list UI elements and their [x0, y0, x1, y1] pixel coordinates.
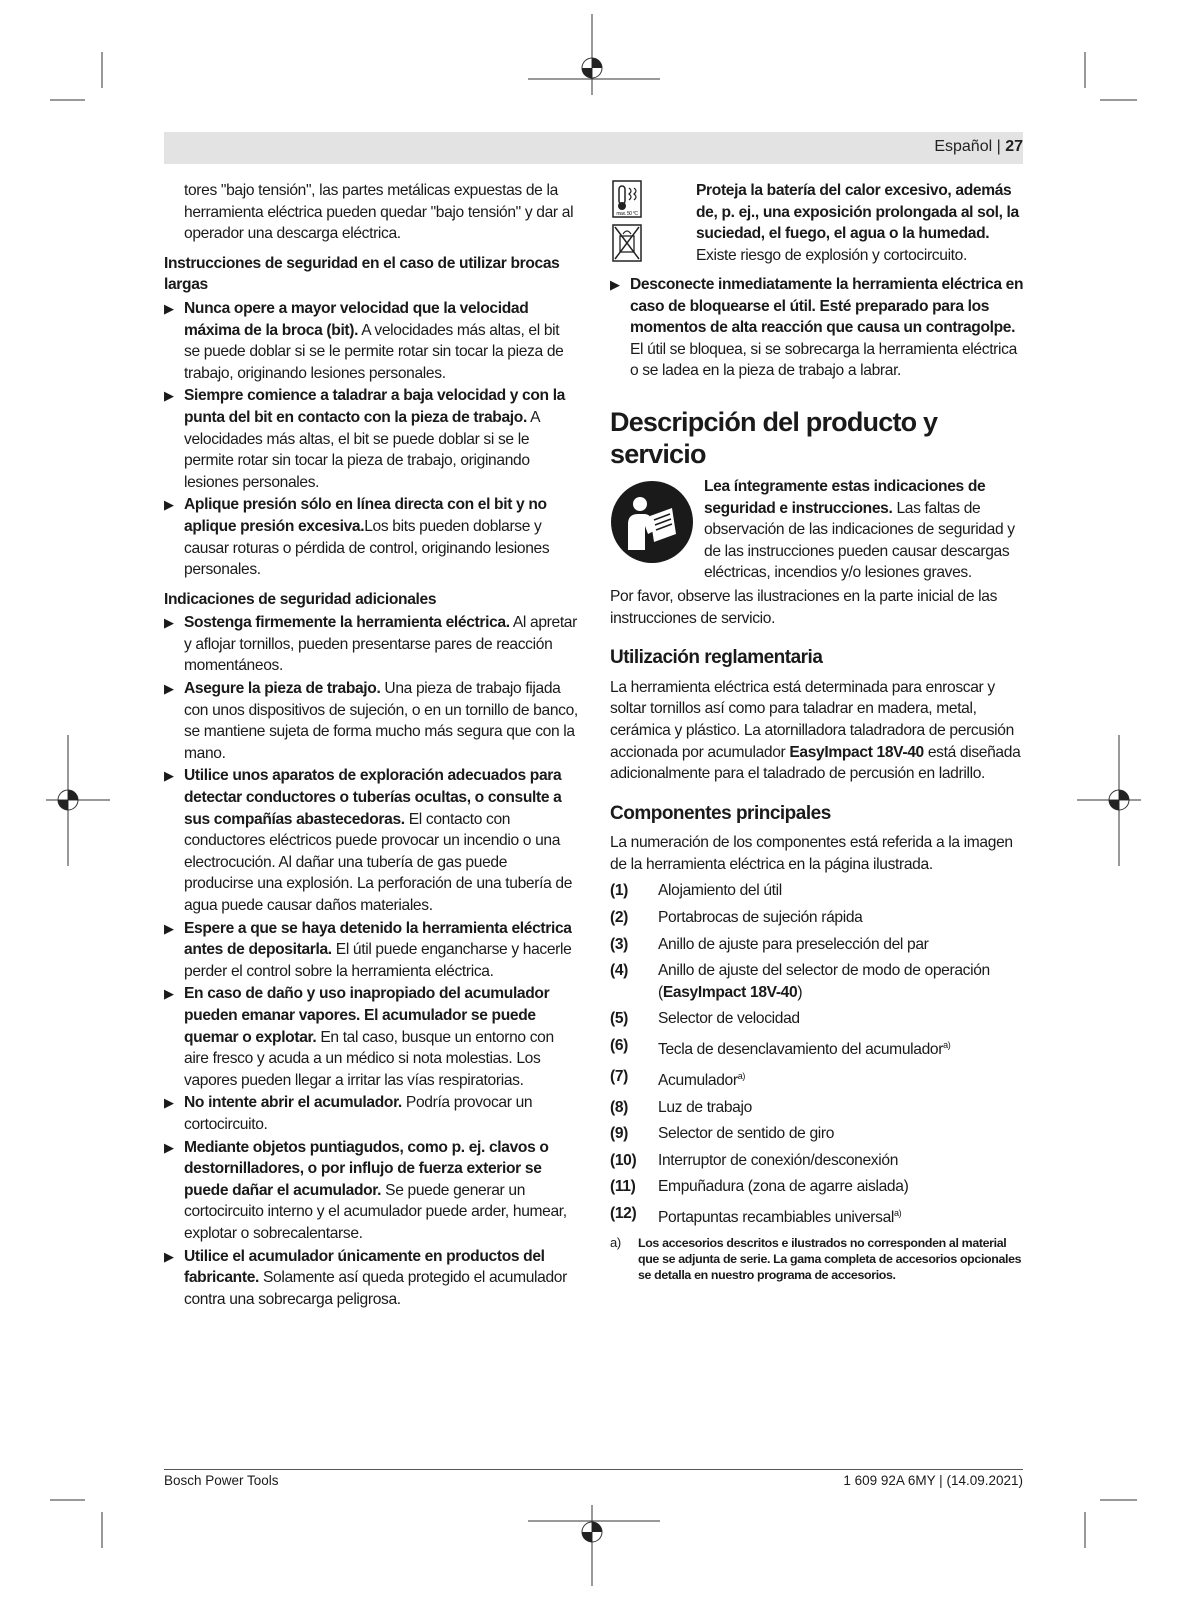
components-intro: La numeración de los componentes está referida a la imagen de la herramienta eléctrica en la página ilustrada. [610, 834, 1013, 873]
read-instructions-bold: Lea íntegramente estas indicaciones de seguridad e instrucciones. [704, 477, 986, 517]
bullet-item [164, 385, 579, 493]
component-footnote-ref: a) [894, 1207, 902, 1218]
header-band [164, 132, 1023, 164]
bullet-bold: Asegure la pieza de trabajo. [184, 680, 381, 698]
heat-icon-label: max. 50 °C [616, 211, 638, 217]
read-instructions-text: Las faltas de observación de las indicaciones de seguridad y de las instrucciones pueden causar descargas eléctricas, incendios y/o lesiones graves. [704, 499, 1015, 582]
component-text-wrap [658, 1176, 908, 1198]
battery-warning [610, 180, 1024, 268]
bullet-text: A velocidades más altas, el bit se puede doblar si se le permite rotar sin tocar la pieza de trabajo, originando lesiones personales. [184, 321, 564, 382]
bullet-bold: Siempre comience a taladrar a baja velocidad y con la punta del bit en contacto con la pieza de trabajo. [184, 387, 566, 426]
component-product-name: EasyImpact 18V-40 [662, 983, 798, 1001]
bullet-item [164, 983, 579, 1091]
component-label: Tecla de desenclavamiento del acumulador [658, 1041, 944, 1059]
right-column [610, 180, 1024, 1283]
bullet-bold: Utilice el acumulador únicamente en productos del fabricante. [184, 1247, 545, 1287]
bullet-bold: No intente abrir el acumulador. [184, 1094, 402, 1112]
bullet-text: Los bits pueden doblarse y causar roturas o pérdida de control, originando lesiones personales. [184, 517, 550, 579]
component-number: (11) [610, 1178, 636, 1196]
illustrations-note: Por favor, observe las ilustraciones en la parte inicial de las instrucciones de servicio. [610, 587, 998, 627]
component-item [610, 1176, 1024, 1198]
component-paren-close: ) [797, 983, 803, 1001]
bullet-text: Se puede generar un cortocircuito interno y el acumulador puede arder, humear, explotar o sobrecalentarse. [184, 1181, 567, 1242]
component-item [610, 880, 1024, 902]
bullet-text: En tal caso, busque un entorno con aire fresco y acuda a un médico si nota molestias. Los vapores pueden llegar a irritar las vías respiratorias. [184, 1028, 554, 1089]
bullet-bold: Mediante objetos puntiagudos, como p. ej. clavos o destornilladores, o por influjo de fuerza exterior se puede dañar el acumulador. [184, 1138, 549, 1199]
component-number: (3) [610, 935, 629, 953]
component-text-wrap [658, 1035, 950, 1061]
page-number: 27 [1005, 138, 1023, 155]
no-fire-water-icon [612, 224, 642, 262]
section-title: Descripción del producto y servicio [610, 406, 938, 469]
battery-warning-bold: Proteja la batería del calor excesivo, además de, p. ej., una exposición prolongada al sol, la suciedad, el fuego, el agua o la humedad. [696, 182, 1019, 243]
bullet-text: Al apretar y aflojar tornillos, pueden presentarse pares de reacción momentáneos. [184, 614, 577, 675]
component-number: (5) [610, 1010, 629, 1028]
component-label: Anillo de ajuste del selector de modo de operación [658, 962, 990, 980]
components-footnote [610, 1235, 1024, 1283]
footer-doc-id: 1 609 92A 6MY | (14.09.2021) [843, 1473, 1023, 1488]
heading-additional-safety: Indicaciones de seguridad adicionales [164, 590, 437, 608]
bullet-bold: Utilice unos aparatos de exploración adecuados para detectar conductores o tuberías ocultas, o consulte a sus compañías abastecedoras. [184, 767, 562, 828]
bullet-item [164, 1092, 579, 1135]
component-number: (9) [610, 1125, 629, 1143]
component-item [610, 960, 1024, 1003]
heading-long-bits: Instrucciones de seguridad en el caso de utilizar brocas largas [164, 254, 560, 294]
component-label: Portapuntas recambiables universal [658, 1209, 895, 1227]
component-label: Portabrocas de sujeción rápida [658, 909, 863, 927]
intended-use-text-part1: La herramienta eléctrica está determinada para enroscar y soltar tornillos así como para taladrar en madera, metal, cerámica y plástico. La atornilladora taladradora de percusión accionada por acumulador [610, 678, 1014, 761]
bullet-item [164, 678, 579, 764]
bullet-text: Solamente así queda protegido el acumulador contra una sobrecarga peligrosa. [184, 1269, 567, 1308]
component-item [610, 1097, 1024, 1119]
component-item [610, 1035, 1024, 1061]
component-item [610, 907, 1024, 929]
bullet-text: El contacto con conductores eléctricos puede provocar un incendio o una electrocución. Al dañar una tubería de gas puede producirse una explosión. La perforación de una tubería de agua puede causar daños materiales. [184, 810, 573, 914]
component-item [610, 1203, 1024, 1229]
bullet-text: Una pieza de trabajo fijada con unos dispositivos de sujeción, o en un tornillo de banco, se mantiene sujeta de forma mucho más segura que con la mano. [184, 680, 578, 762]
component-label: Selector de velocidad [658, 1010, 800, 1028]
component-number: (4) [610, 962, 629, 980]
bullet-bold: Sostenga firmemente la herramienta eléctrica. [184, 614, 510, 632]
component-label: Anillo de ajuste para preselección del par [658, 935, 929, 953]
component-text-wrap [658, 1150, 898, 1172]
bullet-text: A velocidades más altas, el bit se puede doblar si se le permite rotar sin tocar la pieza de trabajo, originando lesiones personales. [184, 408, 540, 491]
bullet-item [164, 765, 579, 916]
read-manual-icon [610, 480, 694, 564]
component-item [610, 934, 1024, 956]
bullet-item [164, 612, 579, 677]
continued-paragraph: tores "bajo tensión", las partes metálicas expuestas de la herramienta eléctrica pueden quedar "bajo tensión" y dar al operador una descarga eléctrica. [184, 182, 574, 243]
component-number: (12) [610, 1204, 637, 1222]
component-text-wrap [658, 934, 929, 956]
component-number: (10) [610, 1151, 637, 1169]
component-paren-open: ( [658, 983, 663, 1001]
footer-rule [164, 1469, 1023, 1470]
component-number: (2) [610, 909, 629, 927]
disconnect-warning-text: El útil se bloquea, si se sobrecarga la herramienta eléctrica o se ladea en la pieza de trabajo a labrar. [630, 340, 1017, 380]
heat-warning-icon [612, 180, 642, 218]
component-item [610, 1150, 1024, 1172]
left-column [164, 180, 579, 1310]
component-label: Alojamiento del útil [658, 882, 782, 900]
footer-brand: Bosch Power Tools [164, 1473, 279, 1488]
components-list [610, 880, 1024, 1228]
bullet-item [164, 1137, 579, 1245]
component-footnote-ref: a) [737, 1070, 746, 1081]
bullet-bold: Nunca opere a mayor velocidad que la velocidad máxima de la broca (bit). [184, 299, 529, 339]
bullet-item [164, 1246, 579, 1311]
additional-safety-list [164, 612, 579, 1310]
component-text-wrap [658, 880, 782, 902]
component-number: (6) [610, 1037, 629, 1055]
read-instructions-block [610, 476, 1024, 584]
intended-use-text-part2: está diseñada adicionalmente para el taladrado de percusión en ladrillo. [610, 743, 1021, 783]
bullet-item [164, 918, 579, 983]
component-number: (1) [610, 882, 629, 900]
component-text-wrap [658, 1123, 834, 1145]
long-bits-list [164, 298, 579, 581]
header-section: Español [934, 138, 993, 155]
component-item [610, 1008, 1024, 1030]
component-label: Selector de sentido de giro [658, 1125, 835, 1143]
component-label: Acumulador [658, 1072, 738, 1089]
component-label: Empuñadura (zona de agarre aislada) [658, 1178, 909, 1196]
intended-use-product: EasyImpact 18V-40 [789, 743, 924, 761]
component-footnote-ref: a) [943, 1040, 951, 1051]
component-label: Luz de trabajo [658, 1098, 752, 1116]
bullet-bold: Espere a que se haya detenido la herramienta eléctrica antes de depositarla. [184, 919, 572, 959]
component-text-wrap [658, 907, 862, 929]
disconnect-warning-bold: Desconecte inmediatamente la herramienta eléctrica en caso de bloquearse el útil. Esté preparado para los momentos de alta reacción que causa un contragolpe. [630, 276, 1024, 337]
component-text-wrap [658, 1097, 752, 1119]
component-item [610, 1123, 1024, 1145]
component-label: Interruptor de conexión/desconexión [658, 1151, 899, 1169]
bullet-item [164, 298, 579, 384]
footnote-label: a) [610, 1234, 621, 1250]
component-text-wrap [658, 1008, 800, 1030]
bullet-bold: Aplique presión sólo en línea directa con el bit y no aplique presión excesiva. [184, 496, 547, 535]
bullet-text: El útil puede engancharse y hacerle perder el control sobre la herramienta eléctrica. [184, 941, 572, 980]
bullet-text: Podría provocar un cortocircuito. [184, 1094, 533, 1133]
bullet-bold: En caso de daño y uso inapropiado del acumulador pueden emanar vapores. El acumulador se puede quemar o explotar. [184, 985, 550, 1046]
component-number: (8) [610, 1098, 629, 1116]
page-header: Español | 27 [934, 138, 1023, 155]
intended-use-text [610, 677, 1024, 785]
bullet-item [164, 494, 579, 580]
intended-use-title: Utilización reglamentaria [610, 647, 823, 669]
disconnect-warning [610, 274, 1024, 382]
component-text-wrap [658, 1066, 745, 1092]
components-title: Componentes principales [610, 802, 831, 824]
component-text-wrap [658, 960, 990, 1003]
component-item [610, 1066, 1024, 1092]
component-number: (7) [610, 1067, 629, 1085]
component-text-wrap [658, 1203, 901, 1229]
footnote-text: Los accesorios descritos e ilustrados no corresponden al material que se adjunta de serie. La gama completa de accesorios opcionales se detalla en nuestro programa de accesorios. [638, 1235, 1022, 1282]
battery-warning-text: Existe riesgo de explosión y cortocircuito. [696, 246, 967, 264]
